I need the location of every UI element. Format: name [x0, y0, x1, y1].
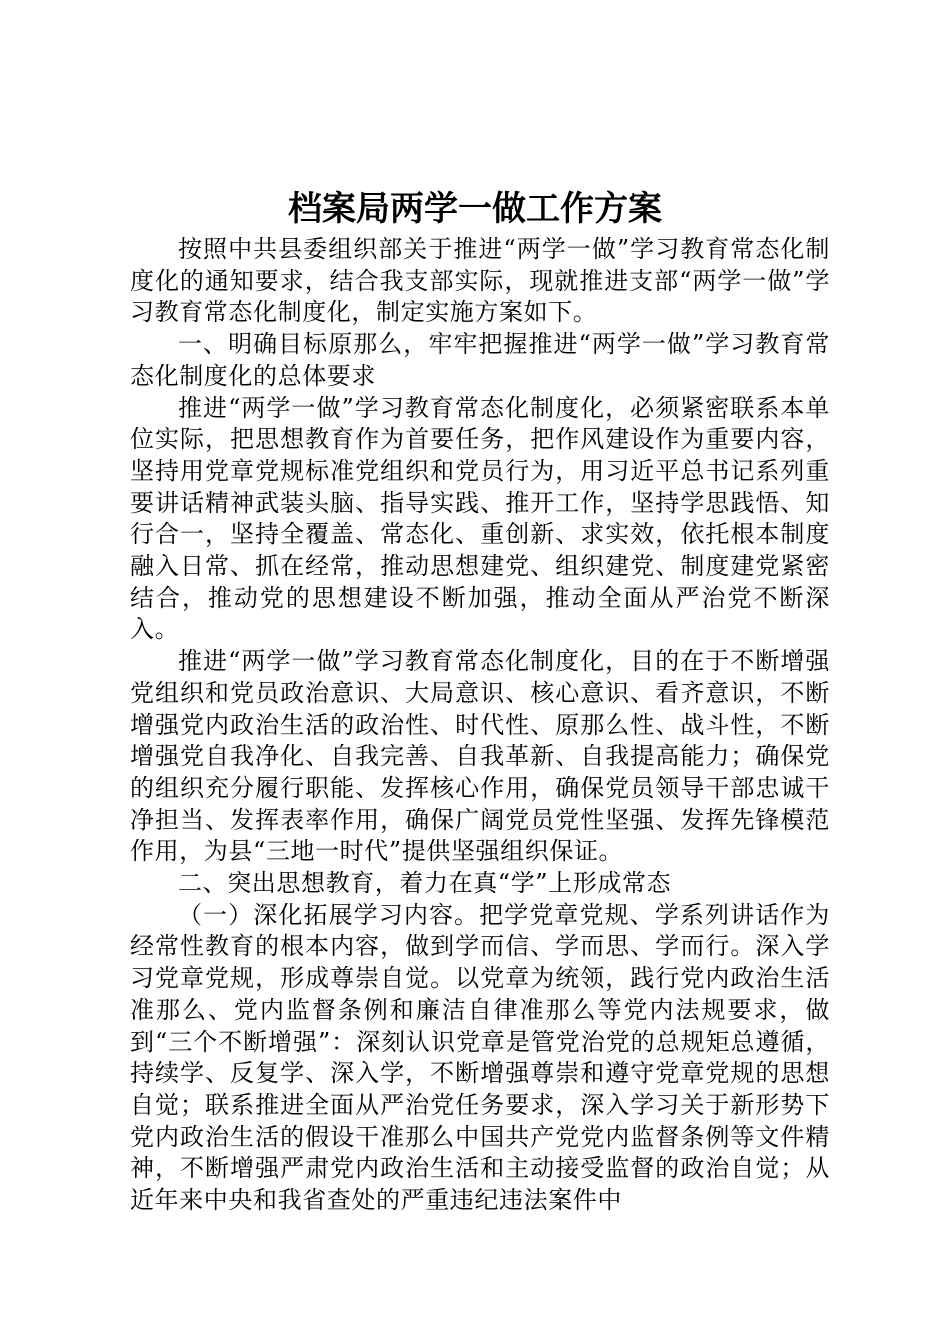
document-title: 档案局两学一做工作方案: [288, 189, 662, 229]
paragraph-intro: 按照中共县委组织部关于推进“两学一做”学习教育常态化制度化的通知要求，结合我支部实际，现就推进支部“两学一做”学习教育常态化制度化，制定实施方案如下。: [130, 235, 830, 327]
section-heading-2: 二、突出思想教育，着力在真“学”上形成常态: [178, 869, 672, 898]
document-body: [130, 234, 830, 1217]
section-heading-1: 一、明确目标原那么，牢牢把握推进“两学一做”学习教育常态化制度化的总体要求: [130, 330, 830, 390]
paragraph-goals: 推进“两学一做”学习教育常态化制度化，目的在于不断增强党组织和党员政治意识、大局意识、核心意识、看齐意识，不断增强党内政治生活的政治性、时代性、原那么性、战斗性，不断增强党自我净化、自我完善、自我革新、自我提高能力；确保党的组织充分履行职能、发挥核心作用，确保党员领导干部忠诚干净担当、发挥表率作用，确保广阔党员党性坚强、发挥先锋模范作用，为县“三地一时代”提供坚强组织保证。: [130, 647, 830, 866]
paragraph-requirements: 推进“两学一做”学习教育常态化制度化，必须紧密联系本单位实际，把思想教育作为首要任务，把作风建设作为重要内容，坚持用党章党规标准党组织和党员行为，用习近平总书记系列重要讲话精神武装头脑、指导实践、推开工作，坚持学思践悟、知行合一，坚持全覆盖、常态化、重创新、求实效，依托根本制度融入日常、抓在经常，推动思想建党、组织建党、制度建党紧密结合，推动党的思想建设不断加强，推动全面从严治党不断深入。: [130, 393, 830, 644]
paragraph-study-content: （一）深化拓展学习内容。把学党章党规、学系列讲话作为经常性教育的根本内容，做到学而信、学而思、学而行。深入学习党章党规，形成尊崇自觉。以党章为统领，践行党内政治生活准那么、党内监督条例和廉洁自律准那么等党内法规要求，做到“三个不断增强”：深刻认识党章是管党治党的总规矩总遵循，持续学、反复学、深入学，不断增强尊崇和遵守党章党规的思想自觉；联系推进全面从严治党任务要求，深入学习关于新形势下党内政治生活的假设干准那么中国共产党党内监督条例等文件精神，不断增强严肃党内政治生活和主动接受监督的政治自觉；从近年来中央和我省查处的严重违纪违法案件中: [130, 900, 830, 1215]
